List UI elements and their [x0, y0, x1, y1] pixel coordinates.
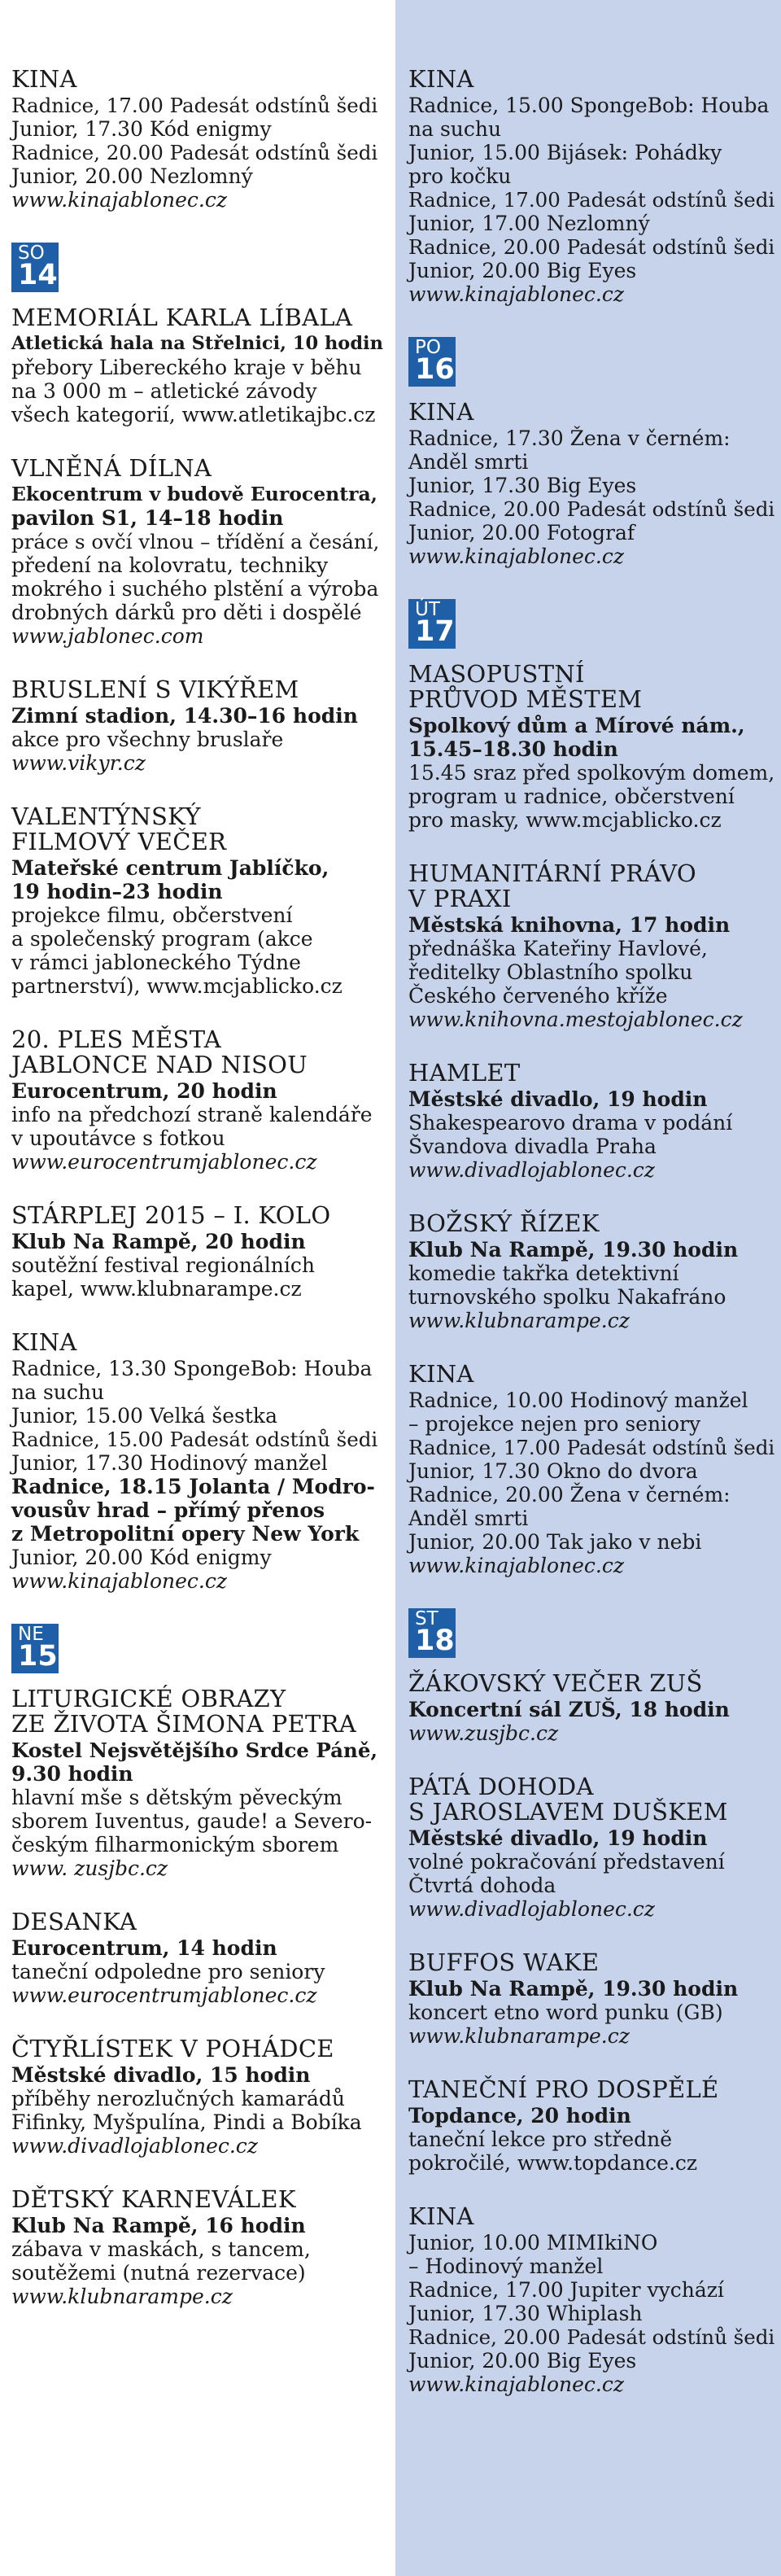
event-website-link[interactable]: www.kinajablonec.cz: [408, 545, 625, 568]
event-detail-line: info na předchozí straně kalendáře: [11, 1103, 373, 1126]
event-detail-line: Radnice, 17.00 Jupiter vychází: [408, 2278, 724, 2302]
event-detail-line: – projekce nejen pro seniory: [408, 1412, 701, 1436]
event-website-link[interactable]: www.kinajablonec.cz: [408, 282, 625, 306]
event-title: TANEČNÍ PRO DOSPĚLÉ: [408, 2075, 719, 2103]
event-masopustni-pruvod-mestem: [408, 662, 776, 832]
event-detail-line: v rámci jabloneckého Týdne: [11, 951, 301, 974]
event-detail-line: kapel, www.klubnarampe.cz: [11, 1277, 302, 1301]
event-venue-time: pavilon S1, 14–18 hodin: [11, 506, 284, 530]
event-detail-line: v upoutávce s fotkou: [11, 1126, 225, 1150]
event-title: PÁTÁ DOHODA S JAROSLAVEM DUŠKEM: [408, 1773, 728, 1826]
event-title: KINA: [11, 1328, 77, 1356]
event-pata-dohoda-s-jaroslavem-duskem: [408, 1774, 776, 1921]
event-title: KINA: [11, 65, 77, 93]
day-abbr: PO: [415, 337, 441, 358]
event-detail-line: komedie takřka detektivní: [408, 1262, 679, 1285]
event-detail-line: Radnice, 20.00 Padesát odstínů šedi: [408, 235, 775, 259]
event-venue-time: Městské divadlo, 19 hodin: [408, 1826, 708, 1850]
event-website-link[interactable]: www.klubnarampe.cz: [408, 1309, 630, 1332]
event-detail-line: Junior, 20.00 Big Eyes: [408, 2349, 637, 2373]
event-venue-time: Mateřské centrum Jablíčko,: [11, 856, 329, 880]
event-detail-line: soutěžní festival regionálních: [11, 1253, 315, 1277]
day-badge: [11, 1624, 59, 1673]
event-zakovsky-vecer-zus: [408, 1671, 776, 1745]
event-website-link[interactable]: www.knihovna.mestojablonec.cz: [408, 1008, 743, 1031]
event-venue-time: Radnice, 18.15 Jolanta / Modro-: [11, 1475, 375, 1498]
event-venue-time: Klub Na Rampě, 16 hodin: [11, 2214, 306, 2237]
event-venue-time: 19 hodin–23 hodin: [11, 880, 223, 903]
event-venue-time: Eurocentrum, 20 hodin: [11, 1079, 277, 1103]
event-detail-line: Radnice, 17.00 Padesát odstínů šedi: [11, 94, 378, 117]
event-title: HAMLET: [408, 1059, 521, 1087]
event-detail-line: program u radnice, občerstvení: [408, 785, 735, 808]
event-humanitarni-pravo-v-praxi: [408, 861, 776, 1031]
day-number: 18: [415, 1625, 455, 1657]
event-detail-line: projekce filmu, občerstvení: [11, 903, 293, 927]
event-kina: [408, 400, 776, 568]
event-detail-line: předení na kolovratu, techniky: [11, 553, 329, 577]
day-badge: [408, 599, 456, 649]
event-detail-line: Junior, 17.00 Nezlomný: [408, 212, 650, 235]
event-title: HUMANITÁRNÍ PRÁVO V PRAXI: [408, 859, 696, 912]
event-detail-line: Junior, 17.30 Okno do dvora: [408, 1459, 698, 1483]
event-detail-line: turnovského spolku Nakafráno: [408, 1285, 726, 1309]
event-website-link[interactable]: www.jablonec.com: [11, 624, 204, 648]
event-detail-line: Junior, 20.00 Nezlomný: [11, 164, 253, 188]
event-detsky-karnevalek: [11, 2187, 384, 2308]
event-detail-line: volné pokračování představení: [408, 1850, 725, 1874]
event-detail-line: na suchu: [408, 117, 502, 141]
event-hamlet: [408, 1061, 776, 1182]
event-detail-line: Radnice, 20.00 Padesát odstínů šedi: [408, 497, 775, 521]
event-detail-line: Radnice, 17.00 Padesát odstínů šedi: [408, 1436, 775, 1459]
event-title: DĚTSKÝ KARNEVÁLEK: [11, 2185, 296, 2213]
event-venue-time: Klub Na Rampě, 19.30 hodin: [408, 1977, 739, 2001]
event-detail-line: Radnice, 17.30 Žena v černém:: [408, 426, 731, 450]
event-detail-line: drobných dárků pro děti i dospělé: [11, 601, 362, 624]
right-column: [408, 67, 776, 2425]
event-detail-line: Čtvrtá dohoda: [408, 1874, 556, 1897]
event-detail-line: a společenský program (akce: [11, 927, 313, 951]
event-detail-line: Radnice, 20.00 Padesát odstínů šedi: [11, 141, 378, 164]
event-detail-line: Anděl smrti: [408, 1507, 529, 1530]
event-venue-time: Ekocentrum v budově Eurocentra,: [11, 483, 377, 505]
event-detail-line: na suchu: [11, 1380, 105, 1404]
event-website-link[interactable]: www.kinajablonec.cz: [11, 188, 228, 212]
day-number: 14: [18, 259, 58, 291]
event-title: DESANKA: [11, 1908, 137, 1935]
event-vlnena-dilna: [11, 456, 384, 648]
event-tanecni-pro-dospele: [408, 2077, 776, 2175]
event-venue-time: Klub Na Rampě, 20 hodin: [11, 1230, 306, 1253]
event-20-ples-mesta-jablonce-nad-nisou: [11, 1027, 384, 1174]
event-detail-line: 15.45 sraz před spolkovým domem,: [408, 761, 775, 785]
event-detail-line: Radnice, 15.00 Padesát odstínů šedi: [11, 1428, 378, 1451]
event-website-link[interactable]: www.eurocentrumjablonec.cz: [11, 1150, 317, 1174]
event-detail-line: příběhy nerozlučných kamarádů: [11, 2087, 345, 2110]
event-title: VALENTÝNSKÝ FILMOVÝ VEČER: [11, 803, 227, 855]
event-title: ČTYŘLÍSTEK V POHÁDCE: [11, 2035, 334, 2062]
event-detail-line: Junior, 20.00 Fotograf: [408, 521, 635, 545]
event-website-link[interactable]: www.divadlojablonec.cz: [408, 1158, 655, 1182]
event-detail-line: Junior, 15.00 Velká šestka: [11, 1404, 277, 1428]
event-starplej-2015-i-kolo: [11, 1203, 384, 1301]
event-desanka: [11, 1909, 384, 2007]
event-title: LITURGICKÉ OBRAZY ZE ŽIVOTA ŠIMONA PETRA: [11, 1685, 356, 1738]
event-website-link[interactable]: www.kinajablonec.cz: [408, 2373, 625, 2396]
event-venue-time: vousův hrad – přímý přenos: [11, 1498, 325, 1522]
day-abbr: ÚT: [415, 599, 440, 620]
event-website-link[interactable]: www.zusjbc.cz: [408, 1721, 559, 1745]
event-detail-line: všech kategorií, www.atletikajbc.cz: [11, 403, 376, 426]
event-detail-line: Junior, 17.30 Kód enigmy: [11, 117, 272, 141]
day-badge: [11, 243, 59, 292]
left-column: [11, 67, 384, 2338]
event-title: KINA: [408, 65, 474, 93]
event-venue-time: Koncertní sál ZUŠ, 18 hodin: [408, 1698, 730, 1721]
day-number: 17: [415, 615, 455, 648]
event-memorial-karla-libala: [11, 305, 384, 426]
event-website-link[interactable]: www.eurocentrumjablonec.cz: [11, 1983, 317, 2007]
event-detail-line: taneční odpoledne pro seniory: [11, 1960, 325, 1983]
event-title: BUFFOS WAKE: [408, 1948, 600, 1976]
event-title: KINA: [408, 398, 474, 426]
event-detail-line: Radnice, 20.00 Padesát odstínů šedi: [408, 2325, 775, 2349]
event-title: KINA: [408, 2202, 474, 2230]
event-detail-line: Junior, 17.30 Hodinový manžel: [11, 1451, 328, 1475]
event-title: BRUSLENÍ S VIKÝŘEM: [11, 676, 299, 703]
event-detail-line: zábava v maskách, s tancem,: [11, 2237, 311, 2261]
event-detail-line: Shakespearovo drama v podání: [408, 1111, 733, 1135]
event-detail-line: Radnice, 10.00 Hodinový manžel: [408, 1389, 748, 1412]
event-detail-line: Radnice, 15.00 SpongeBob: Houba: [408, 94, 770, 117]
event-kina: [408, 67, 776, 306]
event-detail-line: Radnice, 13.30 SpongeBob: Houba: [11, 1357, 373, 1380]
event-detail-line: sborem Iuventus, gaude! a Severo-: [11, 1809, 373, 1833]
event-venue-time: 15.45–18.30 hodin: [408, 737, 618, 761]
event-venue-time: Eurocentrum, 14 hodin: [11, 1936, 277, 1960]
event-detail-line: přebory Libereckého kraje v běhu: [11, 356, 362, 379]
event-website-link[interactable]: www.klubnarampe.cz: [11, 2285, 233, 2308]
event-title: VLNĚNÁ DÍLNA: [11, 454, 212, 482]
event-title: STÁRPLEJ 2015 – I. KOLO: [11, 1201, 331, 1229]
event-venue-time: Městské divadlo, 15 hodin: [11, 2063, 311, 2087]
event-detail-line: pro kočku: [408, 164, 512, 188]
event-website-link[interactable]: www.klubnarampe.cz: [408, 2024, 630, 2048]
event-detail-line: Švandova divadla Praha: [408, 1135, 657, 1158]
event-website-link[interactable]: www.kinajablonec.cz: [11, 1569, 228, 1593]
event-kina: [408, 1362, 776, 1577]
event-brusleni-s-vikyrem: [11, 677, 384, 775]
event-venue-time: Městská knihovna, 17 hodin: [408, 913, 731, 937]
event-venue-time: Klub Na Rampě, 19.30 hodin: [408, 1238, 739, 1262]
day-abbr: NE: [18, 1624, 44, 1645]
event-detail-line: Junior, 20.00 Big Eyes: [408, 259, 637, 282]
event-detail-line: na 3 000 m – atletické závody: [11, 379, 317, 403]
event-website-link[interactable]: www.divadlojablonec.cz: [11, 2134, 258, 2158]
event-detail-line: – Hodinový manžel: [408, 2255, 604, 2278]
event-detail-line: pokročilé, www.topdance.cz: [408, 2151, 698, 2175]
event-detail-line: Junior, 20.00 Kód enigmy: [11, 1546, 272, 1569]
event-detail-line: přednáška Kateřiny Havlové,: [408, 937, 708, 960]
event-kina: [408, 2204, 776, 2396]
event-venue-time: Kostel Nejsvětějšího Srdce Páně,: [11, 1738, 377, 1762]
event-venue-time: Topdance, 20 hodin: [408, 2104, 631, 2128]
event-detail-line: Junior, 17.30 Whiplash: [408, 2302, 643, 2325]
day-badge: [408, 337, 456, 387]
event-detail-line: hlavní mše s dětským pěveckým: [11, 1786, 343, 1809]
event-detail-line: taneční lekce pro středně: [408, 2128, 673, 2151]
event-buffos-wake: [408, 1950, 776, 2048]
event-title: 20. PLES MĚSTA JABLONCE NAD NISOU: [11, 1026, 308, 1078]
event-detail-line: soutěžemi (nutná rezervace): [11, 2261, 306, 2285]
event-website-link[interactable]: www.kinajablonec.cz: [408, 1554, 625, 1577]
event-detail-line: mokrého i suchého plstění a výroba: [11, 577, 379, 601]
event-venue-time: Městské divadlo, 19 hodin: [408, 1087, 708, 1111]
event-venue-time: Zimní stadion, 14.30–16 hodin: [11, 704, 358, 728]
event-detail-line: koncert etno word punku (GB): [408, 2001, 723, 2024]
event-detail-line: Radnice, 17.00 Padesát odstínů šedi: [408, 188, 775, 212]
event-venue-time: 9.30 hodin: [11, 1762, 133, 1786]
event-venue-time: Atletická hala na Střelnici, 10 hodin: [11, 333, 383, 354]
event-bozsky-rizek: [408, 1211, 776, 1332]
event-kina: [11, 1330, 384, 1593]
event-detail-line: českým filharmonickým sborem: [11, 1833, 339, 1857]
event-ctyrlistek-v-pohadce: [11, 2036, 384, 2158]
event-detail-line: Junior, 15.00 Bijásek: Pohádky: [408, 141, 722, 164]
event-detail-line: partnerství), www.mcjablicko.cz: [11, 974, 343, 998]
event-kina: [11, 67, 384, 212]
event-website-link[interactable]: www.divadlojablonec.cz: [408, 1897, 655, 1921]
event-venue-time: Spolkový dům a Mírové nám.,: [408, 714, 745, 737]
event-detail-line: ředitelky Oblastního spolku: [408, 960, 693, 984]
event-liturgicke-obrazy-ze-zivota-simona-petra: [11, 1686, 384, 1880]
event-detail-line: Radnice, 20.00 Žena v černém:: [408, 1483, 731, 1507]
event-detail-line: pro masky, www.mcjablicko.cz: [408, 808, 722, 832]
event-detail-line: Junior, 17.30 Big Eyes: [408, 474, 637, 497]
event-detail-line: Fifinky, Myšpulína, Pindi a Bobíka: [11, 2110, 362, 2134]
event-detail-line: akce pro všechny bruslaře: [11, 728, 284, 751]
event-detail-line: Junior, 20.00 Tak jako v nebi: [408, 1530, 702, 1554]
event-detail-line: Junior, 10.00 MIMIkiNO: [408, 2231, 658, 2255]
event-title: MASOPUSTNÍ PRŮVOD MĚSTEM: [408, 660, 643, 713]
day-badge: [408, 1608, 456, 1658]
day-abbr: SO: [18, 243, 45, 264]
event-website-link[interactable]: www.vikyr.cz: [11, 751, 146, 775]
event-title: ŽÁKOVSKÝ VEČER ZUŠ: [408, 1669, 703, 1697]
day-number: 16: [415, 353, 455, 386]
day-abbr: ST: [415, 1608, 438, 1629]
day-number: 15: [18, 1640, 58, 1673]
event-title: MEMORIÁL KARLA LÍBALA: [11, 304, 353, 331]
event-title: KINA: [408, 1360, 474, 1388]
event-title: BOŽSKÝ ŘÍZEK: [408, 1209, 600, 1237]
event-detail-line: Anděl smrti: [408, 450, 529, 474]
event-venue-time: z Metropolitní opery New York: [11, 1522, 360, 1546]
event-detail-line: Českého červeného kříže: [408, 984, 668, 1008]
event-detail-line: práce s ovčí vlnou – třídění a česání,: [11, 530, 380, 553]
event-website-link[interactable]: www. zusjbc.cz: [11, 1857, 168, 1880]
event-valentynsky-filmovy-vecer: [11, 804, 384, 998]
